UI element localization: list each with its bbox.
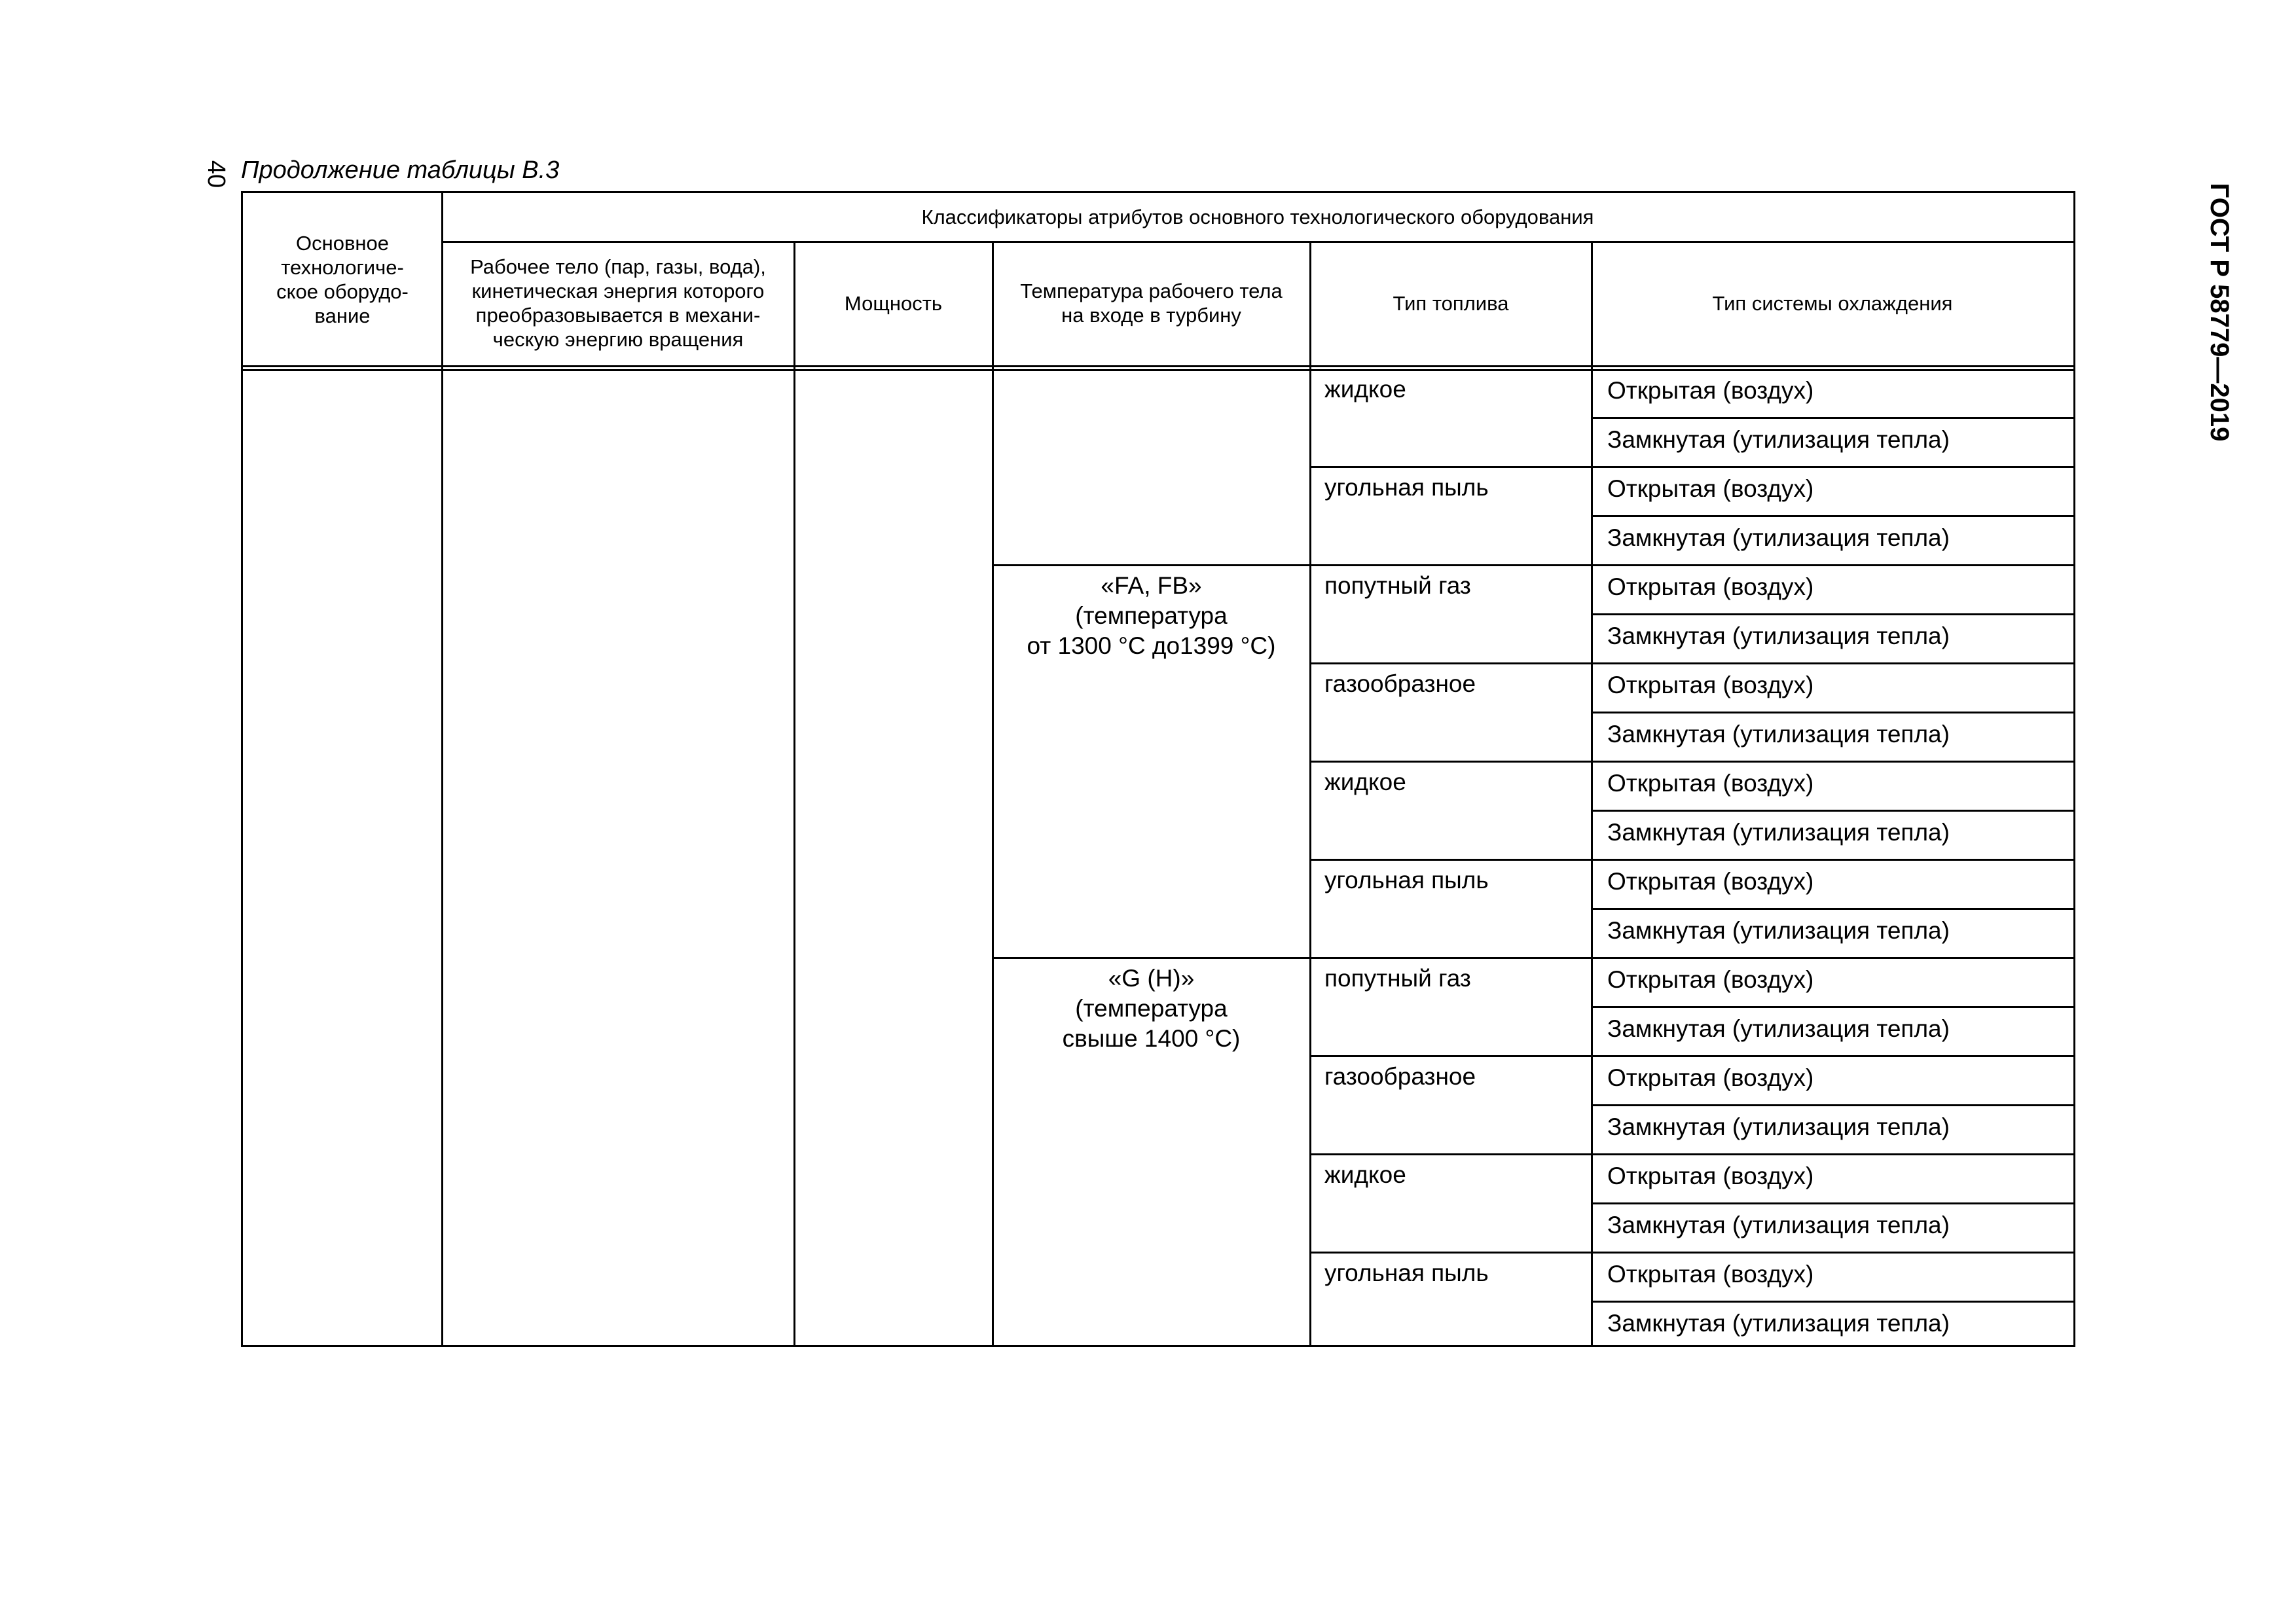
column-divider — [992, 241, 994, 1345]
fuel-type-cell: газообразное — [1324, 1063, 1476, 1090]
fuel-type-cell: газообразное — [1324, 670, 1476, 697]
cooling-type-cell: Открытая (воздух) — [1607, 573, 1814, 600]
cooling-type-cell: Замкнутая (утилизация тепла) — [1607, 623, 1950, 649]
column-divider — [1591, 241, 1593, 1345]
row-divider — [1592, 859, 2073, 861]
fuel-type-cell: жидкое — [1324, 376, 1406, 403]
row-divider — [1592, 1055, 2073, 1057]
classification-table — [241, 191, 2075, 1347]
cooling-type-cell: Замкнутая (утилизация тепла) — [1607, 1015, 1950, 1042]
fuel-divider — [1310, 662, 1592, 664]
cooling-type-cell: Замкнутая (утилизация тепла) — [1607, 426, 1950, 453]
fuel-divider — [1310, 957, 1592, 959]
fuel-divider — [1310, 1153, 1592, 1155]
row-divider — [1592, 908, 2073, 910]
cooling-type-cell: Замкнутая (утилизация тепла) — [1607, 1310, 1950, 1337]
header-working-medium: Рабочее тело (пар, газы, вода), кинетическая энергия которого преобразовывается в механи-ческую энергию вращения — [470, 255, 766, 351]
row-divider — [1592, 417, 2073, 419]
temperature-group-divider — [993, 957, 1310, 959]
fuel-type-cell: попутный газ — [1324, 965, 1471, 992]
cooling-type-cell: Открытая (воздух) — [1607, 377, 1814, 404]
header-inlet-temperature: Температура рабочего тела на входе в турбину — [1020, 280, 1283, 327]
fuel-type-cell: угольная пыль — [1324, 867, 1489, 893]
header-divider — [442, 241, 2073, 243]
row-divider — [1592, 1006, 2073, 1008]
row-divider — [1592, 1153, 2073, 1155]
inlet-temperature-cell: «FA, FB» (температура от 1300 °С до1399 °С) — [1027, 572, 1276, 659]
table-caption: Продолжение таблицы В.3 — [241, 156, 560, 184]
header-equipment: Основное технологиче-ское оборудо-вание — [276, 231, 409, 327]
row-divider — [1592, 1301, 2073, 1303]
cooling-type-cell: Открытая (воздух) — [1607, 1261, 1814, 1288]
row-divider — [1592, 761, 2073, 763]
header-classifiers: Классификаторы атрибутов основного технологического оборудования — [921, 206, 1594, 228]
header-cooling-type: Тип системы охлаждения — [1712, 291, 1953, 315]
cooling-type-cell: Замкнутая (утилизация тепла) — [1607, 721, 1950, 748]
row-divider — [1592, 1202, 2073, 1204]
cooling-type-cell: Открытая (воздух) — [1607, 1163, 1814, 1189]
cooling-type-cell: Замкнутая (утилизация тепла) — [1607, 1212, 1950, 1238]
page-number: 40 — [202, 160, 230, 189]
row-divider — [1592, 613, 2073, 615]
fuel-divider — [1310, 1055, 1592, 1057]
fuel-divider — [1310, 1252, 1592, 1254]
cooling-type-cell: Замкнутая (утилизация тепла) — [1607, 917, 1950, 944]
fuel-divider — [1310, 564, 1592, 566]
document-code: ГОСТ Р 58779—2019 — [2205, 183, 2234, 442]
cooling-type-cell: Открытая (воздух) — [1607, 868, 1814, 895]
cooling-type-cell: Замкнутая (утилизация тепла) — [1607, 1113, 1950, 1140]
fuel-type-cell: угольная пыль — [1324, 1259, 1489, 1286]
row-divider — [1592, 1252, 2073, 1254]
row-divider — [1592, 515, 2073, 517]
header-fuel-type: Тип топлива — [1393, 291, 1509, 315]
header-double-line — [243, 365, 2073, 367]
row-divider — [1592, 810, 2073, 812]
temperature-group-divider — [993, 564, 1310, 566]
row-divider — [1592, 466, 2073, 468]
fuel-divider — [1310, 761, 1592, 763]
cooling-type-cell: Замкнутая (утилизация тепла) — [1607, 819, 1950, 846]
cooling-type-cell: Открытая (воздух) — [1607, 1064, 1814, 1091]
row-divider — [1592, 564, 2073, 566]
fuel-type-cell: попутный газ — [1324, 572, 1471, 599]
fuel-divider — [1310, 466, 1592, 468]
fuel-type-cell: жидкое — [1324, 768, 1406, 795]
inlet-temperature-cell: «G (H)» (температура свыше 1400 °С) — [1062, 965, 1241, 1052]
row-divider — [1592, 1104, 2073, 1106]
header-power: Мощность — [844, 291, 943, 315]
cooling-type-cell: Замкнутая (утилизация тепла) — [1607, 524, 1950, 551]
column-divider — [1309, 241, 1311, 1345]
column-divider — [793, 241, 795, 1345]
header-double-line — [243, 369, 2073, 371]
row-divider — [1592, 712, 2073, 713]
fuel-type-cell: жидкое — [1324, 1161, 1406, 1188]
cooling-type-cell: Открытая (воздух) — [1607, 475, 1814, 502]
row-divider — [1592, 662, 2073, 664]
cooling-type-cell: Открытая (воздух) — [1607, 672, 1814, 698]
cooling-type-cell: Открытая (воздух) — [1607, 770, 1814, 797]
row-divider — [1592, 957, 2073, 959]
cooling-type-cell: Открытая (воздух) — [1607, 966, 1814, 993]
fuel-type-cell: угольная пыль — [1324, 474, 1489, 501]
fuel-divider — [1310, 859, 1592, 861]
column-divider — [441, 193, 443, 1345]
